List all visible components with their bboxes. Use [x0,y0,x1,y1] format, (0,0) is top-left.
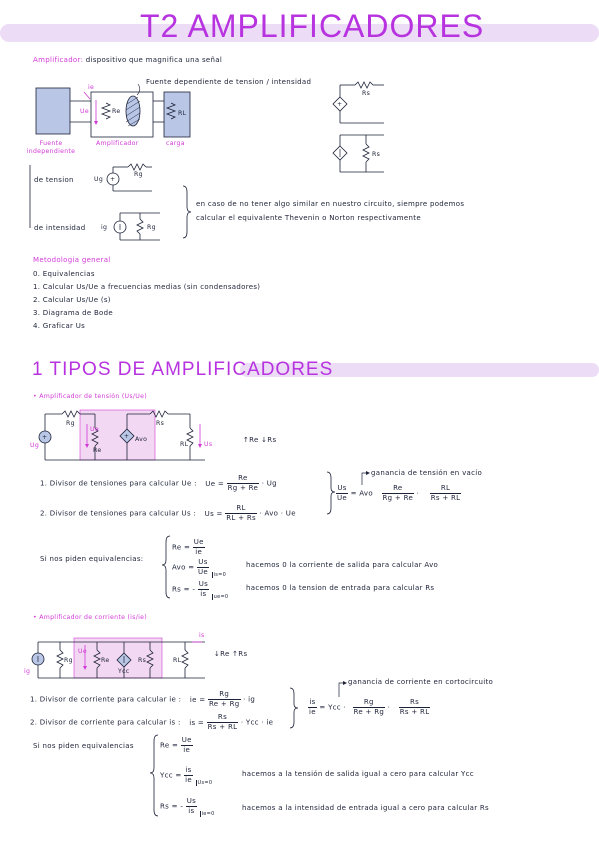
corriente-eq-ycc-num: is [185,766,192,774]
corriente-eq-ycc-lhs: Ycc = [160,771,182,780]
tension-ratio-num: Us [337,484,347,492]
svg-text:+: + [110,176,116,183]
corriente-step1-lhs: ie = [189,695,206,704]
corriente-eq-ycc-note: hacemos a la tensión de salida igual a cero para calcular Ycc [242,770,474,778]
tension-eq-avo-den: Ue [197,568,208,576]
corriente-step2-text: 2. Divisor de corriente para calcular is : [30,718,181,727]
corriente-gain-note: ganancia de corriente en cortocircuito [348,678,494,686]
amplificador-definition: dispositivo que magnifica una señal [85,56,223,64]
metodologia-step: 2. Calcular Us/Ue (s) [33,296,111,304]
corriente-ratio: $\frac{is}{ie}$ = Ycc · $\frac{Rg}{Re + Rg}$ · $\frac{Rs}{Rs + RL}$ [309,698,430,716]
corriente-step2-lhs: is = [189,718,205,727]
tension-rg-label: Rg [66,420,75,427]
metodologia-heading: Metodologia general [33,256,111,264]
tension-re-label: Re [93,447,102,454]
corriente-trend: ↓Re ↑Rs [214,650,248,658]
corriente-ratio-f1-num: Rg [353,698,386,708]
label-rs-bottom: Rs [372,151,381,158]
tension-gain-note: ganancia de tensión en vacío [371,469,483,477]
sources-note-line2: calcular el equivalente Thevenin o Norton respectivamente [196,214,421,222]
corriente-eq-rs-lhs: Rs = - [160,802,184,811]
corriente-ratio-f2-num: Rs [399,698,431,708]
source-rg-label-2: Rg [147,224,156,231]
label-amplificador: Amplificador [96,140,139,147]
corriente-ratio-f2-den: Rs + RL [399,708,430,716]
corriente-eq-ycc-cond: Us=0 [197,779,213,786]
tension-step1-den: Rg + Re [227,484,259,492]
corriente-step2-tail: · Ycc · ie [240,718,274,727]
tension-step2-lhs: Us = [204,509,223,518]
corriente-eq-re-num: Ue [181,736,192,744]
tension-eq-avo-note: hacemos 0 la corriente de salida para calcular Avo [246,561,439,569]
tension-eq-avo-lhs: Avo = [172,563,195,572]
tension-avo-label: Avo [135,436,148,443]
tension-ug-label: Ug [30,442,40,449]
corriente-ig-label: ig [24,668,31,675]
label-rs-top: Rs [362,90,371,97]
corriente-eq-rs-den: is [188,807,195,815]
corriente-eq-rs-num: Us [186,797,197,805]
corriente-step2-num: Rs [207,713,239,723]
tension-eq-rs-cond: ue=0 [213,593,229,600]
tension-step2-text: 2. Divisor de tensiones para calcular Us : [40,509,197,518]
corriente-step2-den: Rs + RL [207,723,238,731]
tension-rs-label: Rs [156,420,165,427]
tension-step1-tail: · Ug [261,479,277,488]
label-fuente-independiente: Fuente independiente [26,140,76,155]
label-rl-intro: RL [178,110,187,117]
sources-note-line1: en caso de no tener algo similar en nuestro circuito, siempre podemos [196,200,465,208]
section1-heading: 1 TIPOS DE AMPLIFICADORES [32,359,334,380]
tension-ue-label: Ue [90,426,99,433]
corriente-subheading: • Amplificador de corriente (is/ie) [33,614,147,621]
amplificador-term: Amplificador: [33,56,84,64]
tension-eq-rs-note: hacemos 0 la tension de entrada para calcular Rs [246,584,435,592]
source-ig-label: ig [101,224,108,231]
tension-equiv-label: Si nos piden equivalencias: [40,555,144,563]
tension-ratio-f1-num: Re [382,484,415,494]
tension-eq-rs-num: Us [198,580,209,588]
source-ug-label: Ug [94,176,104,183]
tension-eq-re-num: Ue [193,538,204,546]
metodologia-step: 3. Diagrama de Bode [33,309,113,317]
tension-step2-num: RL [225,504,257,514]
metodologia-step: 1. Calcular Us/Ue a frecuencias medias (sin condensadores) [33,283,261,291]
corriente-eq-ycc-den: ie [185,776,192,784]
tension-step2-tail: · Avo · Ue [259,509,296,518]
corriente-ratio-den: ie [309,708,316,716]
metodologia-step: 4. Graficar Us [33,322,86,330]
corriente-eq-re-den: ie [183,746,191,754]
tension-eq-rs-den: is [200,590,207,598]
tension-step2-den: RL + Rs [226,514,256,522]
page-title: T2 AMPLIFICADORES [140,8,485,44]
tension-us-label: Us [204,441,213,448]
corriente-step1-den: Re + Rg [208,700,240,708]
tension-trend: ↑Re ↓Rs [243,436,277,444]
corriente-rs-label: Rs [138,657,147,664]
corriente-ycc-label: Ycc [118,668,130,675]
corriente-ue-label: Ue [78,648,87,655]
tension-ratio-den: Ue [337,494,348,502]
corriente-eq-rs [160,797,215,817]
corriente-step1-num: Rg [208,690,241,700]
corriente-eq-re [160,736,193,755]
corriente-step1-tail: · ig [243,695,256,704]
tension-step1-text: 1. Divisor de tensiones para calcular Ue : [40,479,197,488]
tension-subheading: • Amplificador de tensión (Us/Ue) [33,393,147,400]
dependent-source-note: Fuente dependiente de tension / intensidad [146,78,312,86]
corriente-rg-label: Rg [64,657,73,664]
corriente-re-label: Re [101,657,110,664]
source-tension-label: de tension [34,176,74,184]
tension-eq-avo-cond: is=0 [213,571,227,578]
svg-text:+: + [337,101,343,108]
corriente-equiv-label: Si nos piden equivalencias [33,742,134,750]
corriente-is-label: is [199,632,205,639]
tension-eq-avo-num: Us [198,558,208,566]
corriente-rl-label: RL [173,657,182,664]
corriente-eq-ycc [160,766,212,786]
tension-ratio-eq: = Avo [350,489,373,498]
tension-eq-rs-lhs: Rs = - [172,585,196,594]
corriente-ratio-f1-den: Re + Rg [353,708,385,716]
tension-ratio-f2-den: Rs + RL [430,494,461,502]
label-ie-intro: ie [88,84,95,91]
source-rg-label-1: Rg [134,171,143,178]
corriente-eq-rs-note: hacemos a la intensidad de entrada igual a cero para calcular Rs [242,804,490,812]
label-carga: carga [166,140,185,147]
corriente-ratio-eq: = Ycc · [319,703,347,712]
label-re-intro: Re [112,108,121,115]
tension-ratio: $\frac{Us}{Ue}$ = Avo $\frac{Re}{Rg + Re}$ · $\frac{RL}{Rs + RL}$ [337,484,461,502]
svg-text:+: + [42,434,48,441]
tension-rl-label: RL [180,441,189,448]
tension-step1-num: Re [227,474,260,484]
tension-step1-lhs: Ue = [205,479,225,488]
corriente-ratio-num: is [309,698,316,706]
tension-ratio-f1-den: Rg + Re [382,494,414,502]
label-ue-intro: Ue [80,108,89,115]
metodologia-step: 0. Equivalencias [33,270,95,278]
source-intensidad-label: de intensidad [34,224,86,232]
corriente-eq-rs-cond: ie=0 [201,810,215,817]
corriente-step1-text: 1. Divisor de corriente para calcular ie : [30,695,182,704]
tension-ratio-f2-num: RL [430,484,462,494]
svg-text:+: + [124,433,130,440]
corriente-eq-re-lhs: Re = [160,741,179,750]
tension-eq-re-lhs: Re = [172,543,191,552]
tension-eq-re-den: ie [195,548,203,556]
